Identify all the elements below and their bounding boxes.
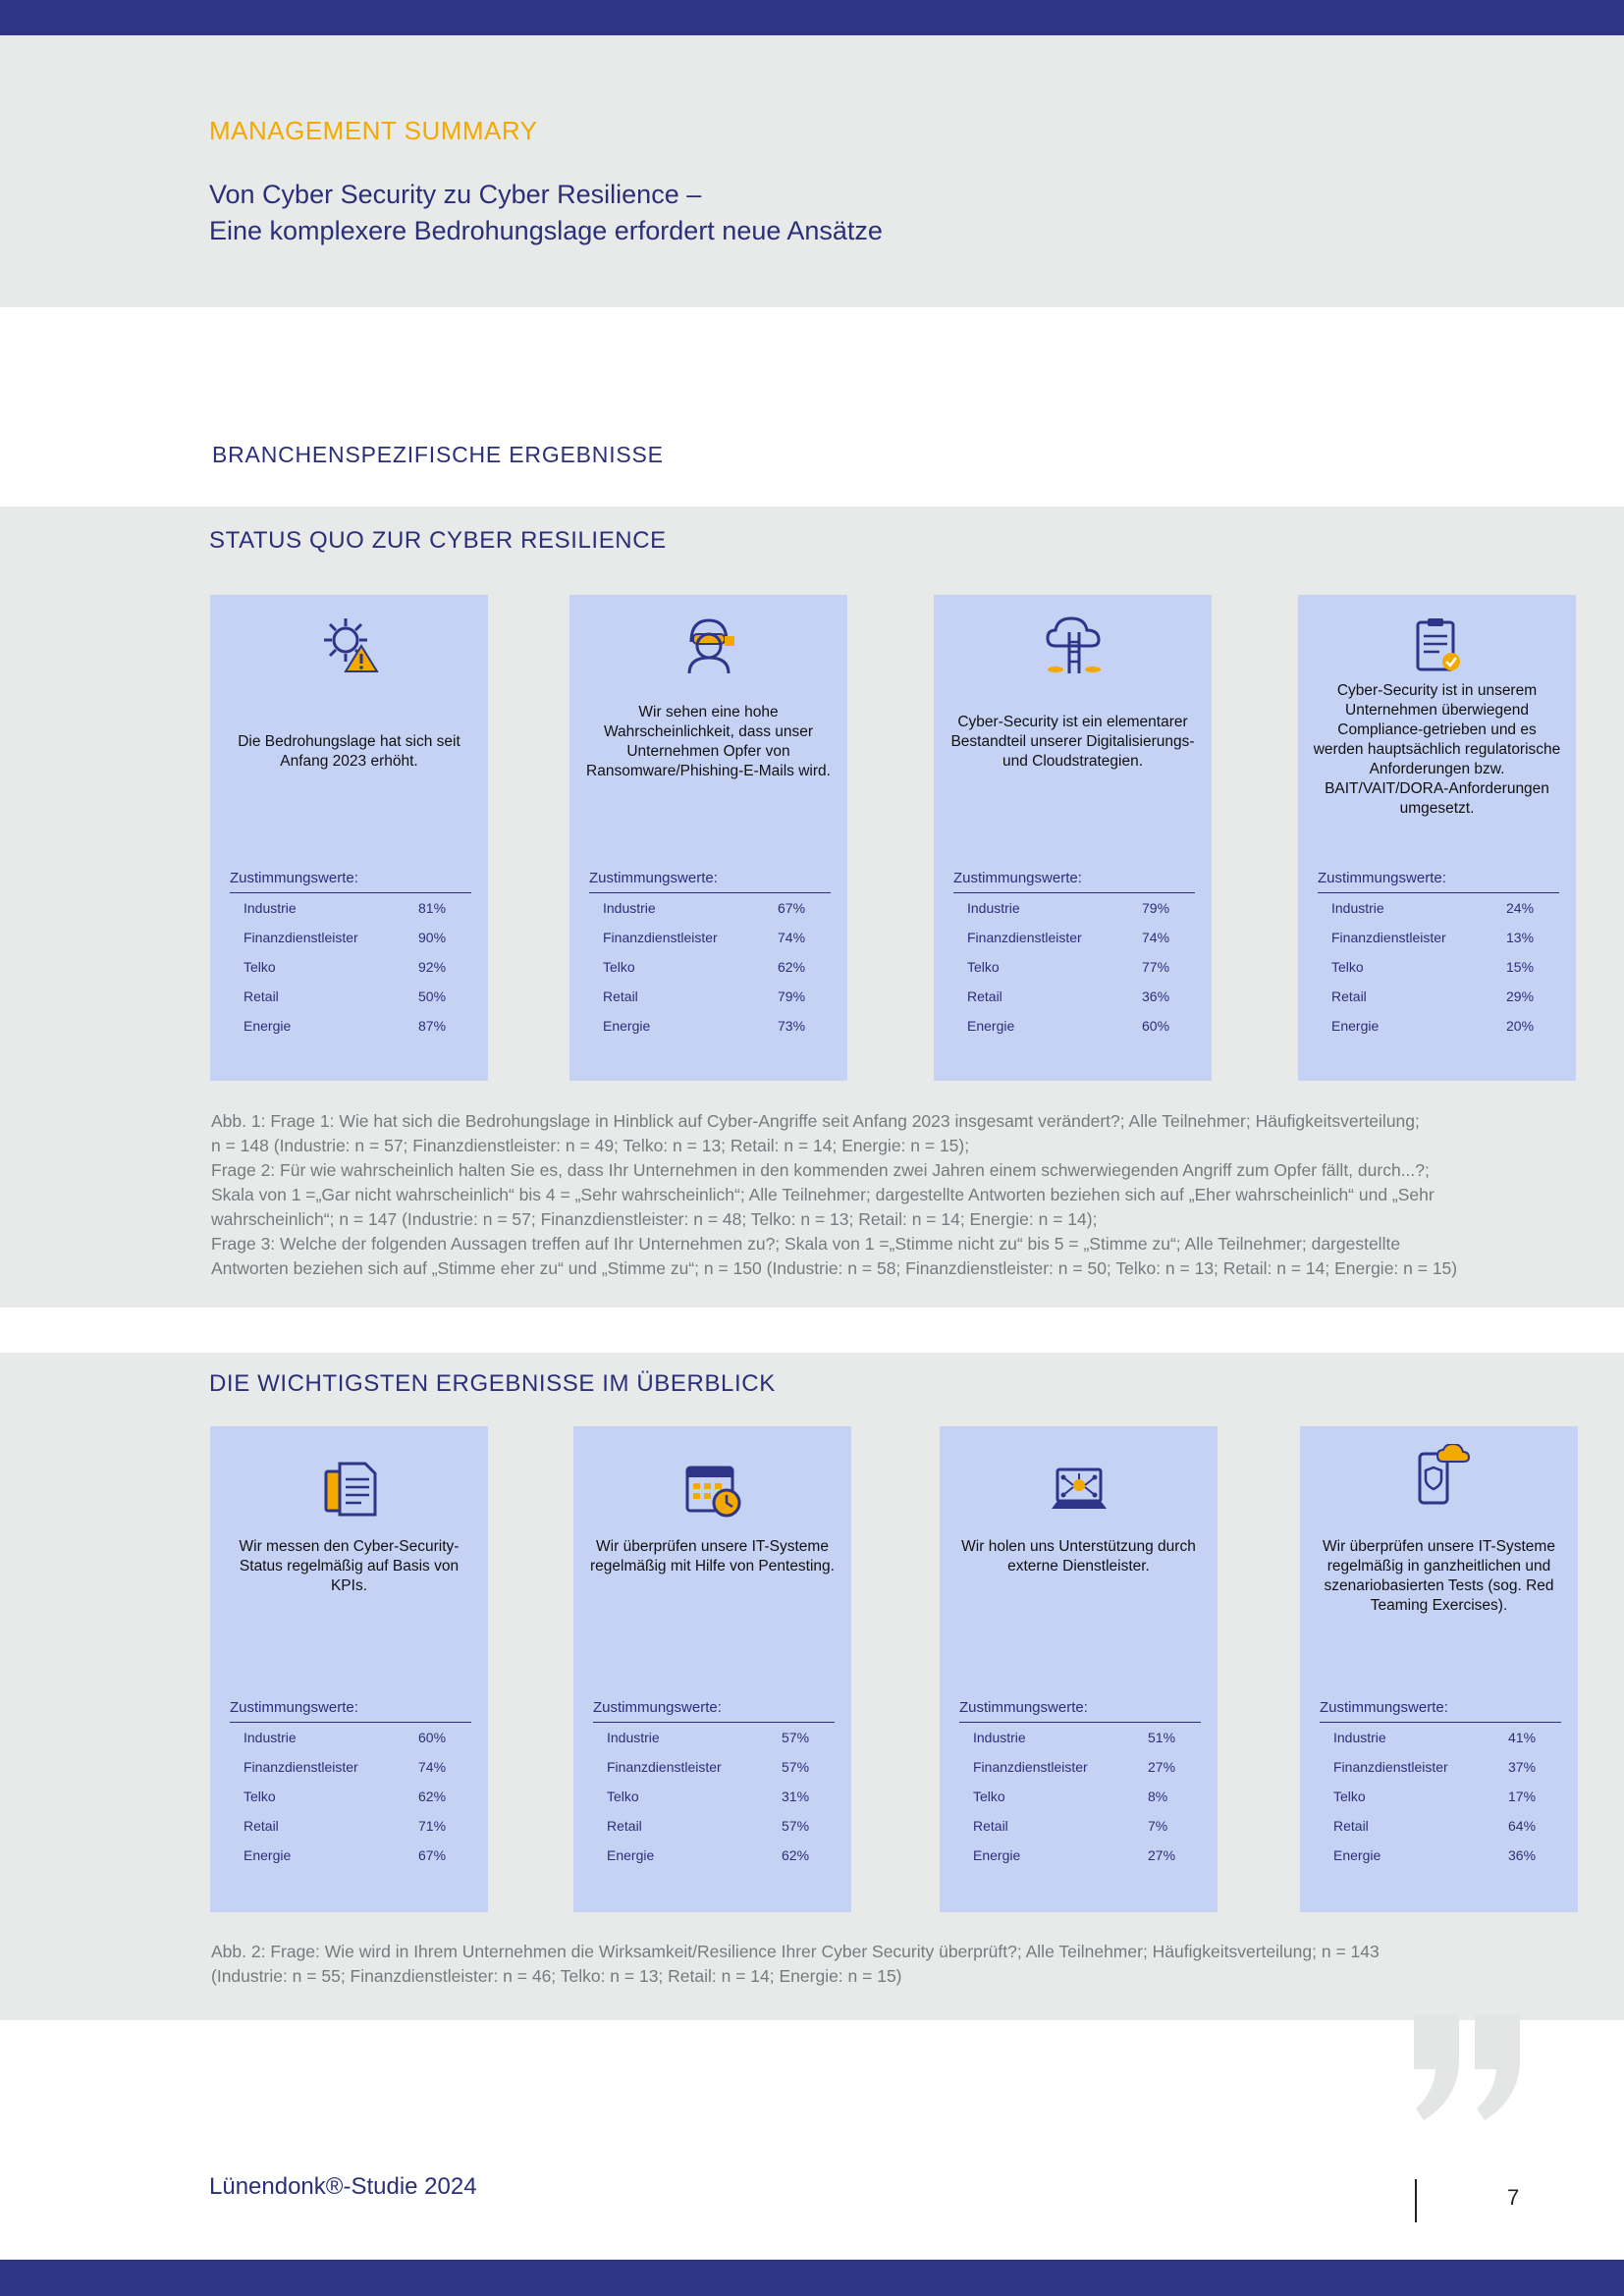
row-value: 67%: [418, 1847, 447, 1863]
table-row: [230, 952, 471, 982]
row-value: 74%: [778, 930, 806, 945]
statement: Wir sehen eine hohe Wahrscheinlichkeit, dass unser Unternehmen Opfer von Ransomware/Phishing-E-Mails wird.: [586, 704, 831, 779]
table-header: Zustimmungswerte:: [230, 1699, 471, 1723]
caption-line: Antworten beziehen sich auf „Stimme eher zu“ und „Stimme zu“; n = 150 (Industrie: n = 58; Finanzdienstleister: n = 50; Telko: n = 13; Retail: n = 14; Energie: n = 15): [211, 1258, 1458, 1278]
row-value: 87%: [418, 1018, 447, 1034]
row-value: 57%: [782, 1730, 810, 1745]
table-row: [1318, 952, 1559, 982]
row-value: 64%: [1508, 1818, 1537, 1834]
value-table: [1320, 1723, 1561, 1870]
row-value: 74%: [418, 1759, 447, 1775]
table-row: [593, 1782, 835, 1811]
row-label: Telko: [1333, 1789, 1366, 1804]
table-row: [230, 1811, 471, 1841]
row-label: Telko: [967, 959, 1000, 975]
row-label: Industrie: [603, 900, 656, 916]
table-row: [959, 1782, 1201, 1811]
result-card-4: [1300, 1426, 1578, 1912]
value-table: [953, 893, 1195, 1041]
row-value: 79%: [778, 988, 806, 1004]
table-row: [593, 1723, 835, 1752]
table-header: Zustimmungswerte:: [589, 870, 831, 893]
clipboard-check-icon: [1298, 613, 1576, 675]
row-value: 60%: [1142, 1018, 1170, 1034]
table-row: [1320, 1782, 1561, 1811]
row-value: 51%: [1148, 1730, 1176, 1745]
page-title: [209, 177, 883, 249]
table-row: [1318, 893, 1559, 923]
table-row: [593, 1811, 835, 1841]
row-value: 77%: [1142, 959, 1170, 975]
bottom-bar: [0, 2260, 1624, 2296]
row-value: 74%: [1142, 930, 1170, 945]
row-value: 92%: [418, 959, 447, 975]
section-label: BRANCHENSPEZIFISCHE ERGEBNISSE: [212, 442, 664, 467]
row-label: Telko: [607, 1789, 639, 1804]
table-row: [1320, 1841, 1561, 1870]
statement: Wir überprüfen unsere IT-Systeme regelmäßig mit Hilfe von Pentesting.: [590, 1538, 835, 1575]
row-value: 41%: [1508, 1730, 1537, 1745]
status-card-1: [210, 595, 488, 1081]
figure-caption-2: [211, 1940, 1586, 1989]
row-label: Energie: [1331, 1018, 1380, 1034]
table-row: [1318, 1011, 1559, 1041]
key-results-title: DIE WICHTIGSTEN ERGEBNISSE IM ÜBERBLICK: [209, 1370, 776, 1397]
table-row: [953, 952, 1195, 982]
table-header: Zustimmungswerte:: [1320, 1699, 1561, 1723]
phone-cloud-shield-icon: [1300, 1444, 1578, 1507]
page-number: 7: [1507, 2185, 1520, 2210]
kicker: MANAGEMENT SUMMARY: [209, 116, 538, 145]
caption-line: Frage 3: Welche der folgenden Aussagen treffen auf Ihr Unternehmen zu?; Skala von 1 =„Stimme nicht zu“ bis 5 = „Stimme zu“; Alle Teilnehmer; dargestellte: [211, 1234, 1401, 1254]
table-row: [589, 893, 831, 923]
table-row: [953, 982, 1195, 1011]
row-value: 71%: [418, 1818, 447, 1834]
row-label: Industrie: [244, 900, 297, 916]
row-value: 27%: [1148, 1759, 1176, 1775]
row-value: 81%: [418, 900, 447, 916]
row-label: Retail: [244, 1818, 279, 1834]
row-label: Telko: [244, 959, 276, 975]
row-label: Energie: [607, 1847, 655, 1863]
row-value: 27%: [1148, 1847, 1176, 1863]
row-value: 31%: [782, 1789, 810, 1804]
value-table: [959, 1723, 1201, 1870]
row-label: Retail: [607, 1818, 642, 1834]
row-label: Retail: [603, 988, 638, 1004]
row-value: 79%: [1142, 900, 1170, 916]
status-card-4: [1298, 595, 1576, 1081]
value-table: [589, 893, 831, 1041]
row-label: Telko: [1331, 959, 1364, 975]
statement: Die Bedrohungslage hat sich seit Anfang 2023 erhöht.: [238, 733, 460, 770]
table-row: [230, 893, 471, 923]
row-value: 13%: [1506, 930, 1535, 945]
table-row: [959, 1723, 1201, 1752]
row-value: 17%: [1508, 1789, 1537, 1804]
figure-caption-1: [211, 1109, 1586, 1281]
row-value: 24%: [1506, 900, 1535, 916]
table-row: [953, 1011, 1195, 1041]
row-label: Finanzdienstleister: [607, 1759, 722, 1775]
row-label: Finanzdienstleister: [1331, 930, 1446, 945]
row-value: 7%: [1148, 1818, 1168, 1834]
table-row: [589, 1011, 831, 1041]
statement: Wir holen uns Unterstützung durch externe Dienstleister.: [961, 1538, 1196, 1575]
row-label: Industrie: [967, 900, 1020, 916]
row-label: Finanzdienstleister: [973, 1759, 1088, 1775]
table-row: [959, 1811, 1201, 1841]
table-row: [1320, 1811, 1561, 1841]
table-row: [230, 1841, 471, 1870]
footer-divider: [1415, 2179, 1417, 2222]
table-row: [230, 923, 471, 952]
laptop-network-icon: [940, 1458, 1218, 1521]
row-label: Telko: [244, 1789, 276, 1804]
calendar-clock-icon: [573, 1458, 851, 1521]
table-row: [230, 1752, 471, 1782]
row-label: Energie: [973, 1847, 1021, 1863]
table-row: [230, 1011, 471, 1041]
row-value: 29%: [1506, 988, 1535, 1004]
header-band: [0, 35, 1624, 307]
row-label: Finanzdienstleister: [244, 930, 358, 945]
row-label: Energie: [967, 1018, 1015, 1034]
row-value: 73%: [778, 1018, 806, 1034]
row-label: Industrie: [607, 1730, 660, 1745]
row-value: 62%: [418, 1789, 447, 1804]
status-card-3: [934, 595, 1212, 1081]
row-value: 20%: [1506, 1018, 1535, 1034]
row-label: Industrie: [973, 1730, 1026, 1745]
statement: Wir überprüfen unsere IT-Systeme regelmäßig in ganzheitlichen und szenariobasierten Tests (sog. Red Teaming Exercises).: [1323, 1538, 1555, 1614]
row-label: Industrie: [1331, 900, 1384, 916]
table-header: Zustimmungswerte:: [953, 870, 1195, 893]
top-bar: [0, 0, 1624, 35]
row-label: Retail: [244, 988, 279, 1004]
row-value: 62%: [782, 1847, 810, 1863]
caption-line: Abb. 1: Frage 1: Wie hat sich die Bedrohungslage in Hinblick auf Cyber-Angriffe seit Anfang 2023 insgesamt verändert?; Alle Teilnehmer; Häufigkeitsverteilung;: [211, 1111, 1420, 1131]
hacker-icon: [569, 613, 847, 675]
result-card-2: [573, 1426, 851, 1912]
title-line-2: Eine komplexere Bedrohungslage erfordert neue Ansätze: [209, 216, 883, 245]
table-row: [589, 923, 831, 952]
table-header: Zustimmungswerte:: [593, 1699, 835, 1723]
result-card-1: [210, 1426, 488, 1912]
row-value: 57%: [782, 1818, 810, 1834]
title-line-1: Von Cyber Security zu Cyber Resilience –: [209, 180, 702, 209]
caption-line: Abb. 2: Frage: Wie wird in Ihrem Unternehmen die Wirksamkeit/Resilience Ihrer Cyber Security überprüft?; Alle Teilnehmer; Häufigkeitsverteilung; n = 143: [211, 1942, 1380, 1961]
statement: Cyber-Security ist in unserem Unternehmen überwiegend Compliance-getrieben und es werden hauptsächlich regulatorische Anforderungen bzw. BAIT/VAIT/DORA-Anforderungen umgesetzt.: [1313, 682, 1561, 817]
study-name: Lünendonk®-Studie 2024: [209, 2173, 477, 2200]
table-row: [953, 893, 1195, 923]
caption-line: (Industrie: n = 55; Finanzdienstleister: n = 46; Telko: n = 13; Retail: n = 14; Energie: n = 15): [211, 1966, 902, 1986]
row-value: 36%: [1508, 1847, 1537, 1863]
row-label: Telko: [603, 959, 635, 975]
row-value: 8%: [1148, 1789, 1168, 1804]
table-row: [1320, 1723, 1561, 1752]
table-row: [1318, 982, 1559, 1011]
row-value: 60%: [418, 1730, 447, 1745]
table-row: [1320, 1752, 1561, 1782]
row-label: Retail: [967, 988, 1002, 1004]
caption-line: Frage 2: Für wie wahrscheinlich halten Sie es, dass Ihr Unternehmen in den kommenden zwei Jahren einem schwerwiegenden Angriff zum Opfer fällt, durch...?;: [211, 1160, 1430, 1180]
row-label: Industrie: [1333, 1730, 1386, 1745]
table-row: [589, 982, 831, 1011]
result-card-3: [940, 1426, 1218, 1912]
row-label: Finanzdienstleister: [244, 1759, 358, 1775]
quote-mark-icon: [1410, 2014, 1528, 2122]
value-table: [230, 893, 471, 1041]
value-table: [593, 1723, 835, 1870]
row-label: Retail: [1333, 1818, 1369, 1834]
value-table: [230, 1723, 471, 1870]
virus-warning-icon: [210, 613, 488, 675]
row-value: 37%: [1508, 1759, 1537, 1775]
statement: Cyber-Security ist ein elementarer Bestandteil unserer Digitalisierungs- und Cloudstrategien.: [950, 714, 1195, 770]
caption-line: wahrscheinlich“; n = 147 (Industrie: n = 57; Finanzdienstleister: n = 48; Telko: n = 13; Retail: n = 14; Energie: n = 14);: [211, 1209, 1098, 1229]
row-label: Industrie: [244, 1730, 297, 1745]
row-label: Finanzdienstleister: [603, 930, 718, 945]
row-label: Energie: [1333, 1847, 1381, 1863]
table-header: Zustimmungswerte:: [1318, 870, 1559, 893]
table-row: [593, 1752, 835, 1782]
table-row: [593, 1841, 835, 1870]
table-row: [589, 952, 831, 982]
row-label: Energie: [603, 1018, 651, 1034]
row-value: 90%: [418, 930, 447, 945]
table-header: Zustimmungswerte:: [230, 870, 471, 893]
statement: Wir messen den Cyber-Security-Status regelmäßig auf Basis von KPIs.: [239, 1538, 460, 1594]
documents-icon: [210, 1458, 488, 1521]
table-row: [1318, 923, 1559, 952]
row-label: Finanzdienstleister: [967, 930, 1082, 945]
row-label: Retail: [1331, 988, 1367, 1004]
row-value: 57%: [782, 1759, 810, 1775]
table-row: [953, 923, 1195, 952]
status-quo-title: STATUS QUO ZUR CYBER RESILIENCE: [209, 527, 667, 554]
row-label: Energie: [244, 1018, 292, 1034]
row-value: 15%: [1506, 959, 1535, 975]
table-row: [230, 1723, 471, 1752]
row-value: 62%: [778, 959, 806, 975]
table-row: [959, 1841, 1201, 1870]
table-row: [230, 982, 471, 1011]
row-label: Telko: [973, 1789, 1005, 1804]
row-value: 36%: [1142, 988, 1170, 1004]
cloud-ladder-icon: [934, 613, 1212, 675]
row-label: Retail: [973, 1818, 1008, 1834]
caption-line: Skala von 1 =„Gar nicht wahrscheinlich“ bis 4 = „Sehr wahrscheinlich“; Alle Teilnehmer; dargestellte Antworten beziehen sich auf „Eher wahrscheinlich“ und „Sehr: [211, 1185, 1435, 1204]
table-row: [959, 1752, 1201, 1782]
row-label: Finanzdienstleister: [1333, 1759, 1448, 1775]
table-header: Zustimmungswerte:: [959, 1699, 1201, 1723]
status-card-2: [569, 595, 847, 1081]
value-table: [1318, 893, 1559, 1041]
caption-line: n = 148 (Industrie: n = 57; Finanzdienstleister: n = 49; Telko: n = 13; Retail: n = 14; Energie: n = 15);: [211, 1136, 970, 1155]
row-value: 67%: [778, 900, 806, 916]
table-row: [230, 1782, 471, 1811]
row-label: Energie: [244, 1847, 292, 1863]
row-value: 50%: [418, 988, 447, 1004]
